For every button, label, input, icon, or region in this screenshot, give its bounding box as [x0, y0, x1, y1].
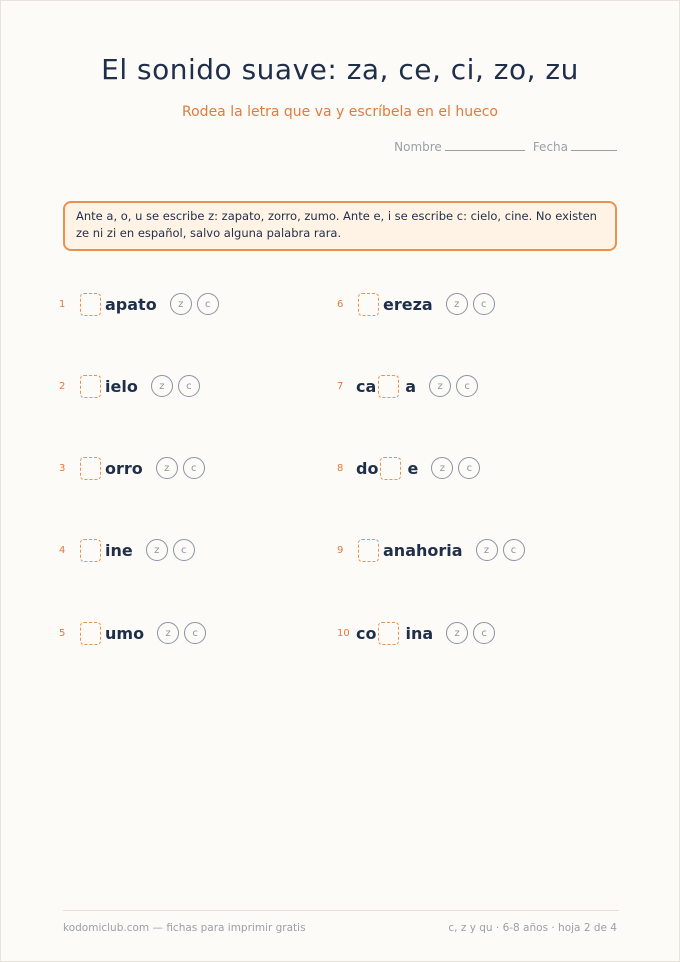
option-z[interactable]: z: [146, 539, 168, 561]
word-after: orro: [105, 458, 143, 478]
word-after: e: [407, 458, 419, 478]
letter-options: [146, 539, 200, 561]
item-number: 7: [337, 380, 344, 392]
name-label: Nombre: [394, 140, 442, 154]
item-number: 4: [59, 544, 66, 556]
page-subtitle: Rodea la letra que va y escríbela en el hueco: [182, 104, 498, 120]
item-number: 10: [337, 627, 350, 639]
letter-options: [476, 539, 530, 561]
word: [80, 622, 144, 645]
word-after: ereza: [383, 294, 433, 314]
item-number: 9: [337, 544, 344, 556]
rule-box: Ante a, o, u se escribe z: zapato, zorro, zumo. Ante e, i se escribe c: cielo, cine. No existen ze ni zi en español, salvo alguna palabra rara.: [63, 201, 617, 251]
name-date-fields: [394, 140, 617, 154]
letter-blank[interactable]: [358, 539, 379, 562]
exercise-item: [59, 290, 224, 318]
word-after: umo: [105, 623, 145, 643]
option-c[interactable]: c: [473, 293, 495, 315]
page-title: El sonido suave: za, ce, ci, zo, zu: [101, 53, 579, 86]
option-z[interactable]: z: [170, 293, 192, 315]
letter-blank[interactable]: [378, 622, 399, 645]
footer-site: kodomiclub.com — fichas para imprimir gratis: [63, 922, 306, 934]
word: [80, 293, 157, 316]
word: [80, 539, 133, 562]
letter-options: [429, 375, 483, 397]
name-line[interactable]: [445, 140, 525, 151]
letter-blank[interactable]: [380, 457, 401, 480]
item-number: 2: [59, 380, 66, 392]
word-after: ine: [105, 540, 133, 560]
letter-blank[interactable]: [80, 539, 101, 562]
footer-divider: [63, 910, 619, 911]
word-after: a: [405, 376, 417, 396]
exercise-item: [59, 372, 205, 400]
option-z[interactable]: z: [431, 457, 453, 479]
item-number: 8: [337, 462, 344, 474]
option-c[interactable]: c: [183, 457, 205, 479]
word: [80, 457, 143, 480]
letter-blank[interactable]: [80, 622, 101, 645]
option-z[interactable]: z: [156, 457, 178, 479]
letter-options: [157, 622, 211, 644]
word-after: ina: [405, 623, 434, 643]
exercise-item: [59, 454, 210, 482]
option-c[interactable]: c: [173, 539, 195, 561]
word: [356, 375, 416, 398]
word-after: apato: [105, 294, 157, 314]
option-c[interactable]: c: [184, 622, 206, 644]
letter-options: [170, 293, 224, 315]
option-z[interactable]: z: [446, 622, 468, 644]
letter-options: [446, 293, 500, 315]
word-before: do: [356, 458, 379, 478]
option-c[interactable]: c: [458, 457, 480, 479]
option-c[interactable]: c: [456, 375, 478, 397]
word: [358, 293, 433, 316]
letter-options: [156, 457, 210, 479]
exercise-item: [59, 619, 211, 647]
option-z[interactable]: z: [151, 375, 173, 397]
word: [356, 457, 418, 480]
date-line[interactable]: [571, 140, 617, 151]
exercise-item: [337, 290, 500, 318]
exercise-item: [337, 454, 485, 482]
letter-blank[interactable]: [80, 293, 101, 316]
footer-sheet-info: c, z y qu · 6-8 años · hoja 2 de 4: [448, 922, 617, 934]
date-label: Fecha: [532, 140, 568, 154]
exercise-item: [337, 536, 530, 564]
item-number: 5: [59, 627, 66, 639]
item-number: 3: [59, 462, 66, 474]
exercise-item: [337, 619, 500, 647]
option-c[interactable]: c: [178, 375, 200, 397]
letter-options: [151, 375, 205, 397]
letter-blank[interactable]: [80, 457, 101, 480]
option-z[interactable]: z: [429, 375, 451, 397]
letter-blank[interactable]: [80, 375, 101, 398]
exercise-item: [59, 536, 200, 564]
word-before: ca: [356, 376, 377, 396]
letter-options: [431, 457, 485, 479]
word-before: co: [356, 623, 377, 643]
item-number: 1: [59, 298, 66, 310]
letter-blank[interactable]: [358, 293, 379, 316]
word: [80, 375, 138, 398]
word: [358, 539, 463, 562]
word-after: anahoria: [383, 540, 463, 560]
exercise-item: [337, 372, 483, 400]
option-z[interactable]: z: [446, 293, 468, 315]
letter-blank[interactable]: [378, 375, 399, 398]
option-c[interactable]: c: [473, 622, 495, 644]
item-number: 6: [337, 298, 344, 310]
option-z[interactable]: z: [476, 539, 498, 561]
letter-options: [446, 622, 500, 644]
option-c[interactable]: c: [197, 293, 219, 315]
word-after: ielo: [105, 376, 138, 396]
word: [356, 622, 433, 645]
option-c[interactable]: c: [503, 539, 525, 561]
option-z[interactable]: z: [157, 622, 179, 644]
